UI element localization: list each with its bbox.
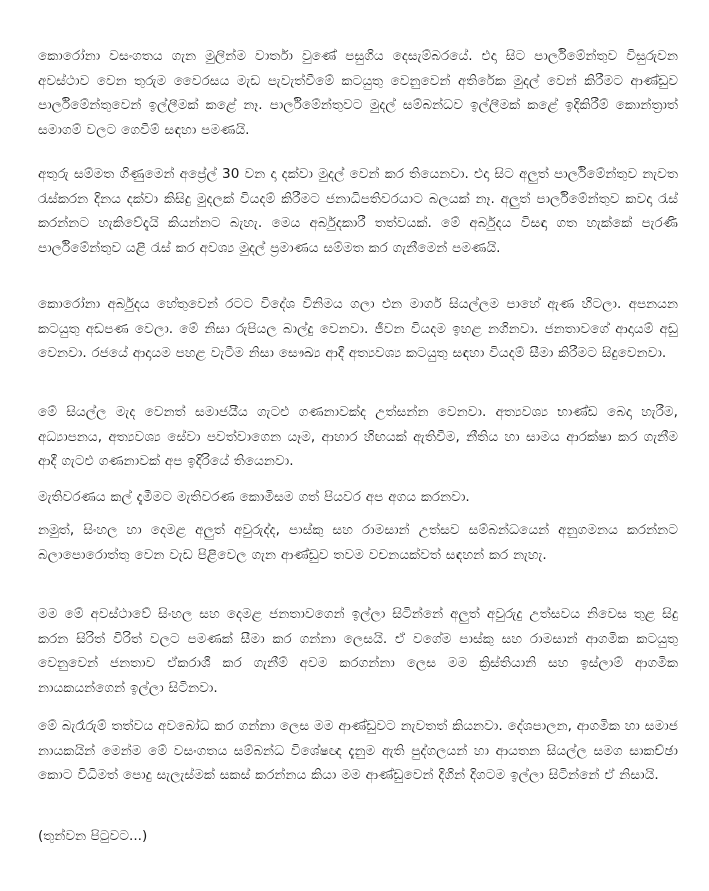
paragraph-4: මේ සියල්ල මැද වෙනත් සමාජයීය ගැටළු ගණනාවක්ද උත්සන්න වෙනවා. අත්‍යවශ්‍ය භාණ්ඩ බෙදා හැරීම, අධ්‍යාපනය, අත්‍යවශ්‍ය සේවා පවත්වාගෙන යෑම, ආහාර හිඟයක් ඇතිවීම, නීතිය හා සාමය ආරක්ෂා කර ගැනීම ආදී ගැටළු ගණනාවක් අප ඉදිරියේ තියෙනවා. [38, 404, 678, 470]
paragraph-6: නමුත්, සිංහල හා දෙමළ අලුත් අවුරුද්ද, පාස්කු සහ රාමසාන් උත්සව සම්බන්ධයෙන් අනුගමනය කරන්නට බලාපොරොත්තු වෙන වැඩ පිළිවෙල ගැන ආණ්ඩුව තවම වචනයක්වත් සඳහන් කර නැහැ. [38, 522, 678, 563]
paragraph-1: කොරෝනා වසංගතය ගැන මුලින්ම වාර්තා වුණේ පසුගිය දෙසැම්බරයේ. එදා සිට පාර්ලිමේන්තුව විසුරුවන අවස්ථාව වෙන තුරුම වෛරසය මැඩ පැවැත්වීමේ කටයුතු වෙනුවෙන් අතිරේක මුදල් වෙන් කිරීමට ආණ්ඩුව පාර්ලිමේන්තුවෙන් ඉල්ලීමක් කළේ නෑ. පාර්ලිමේන්තුවට මුදල් සම්බන්ධව ඉල්ලීමක් කළේ ඉදිකිරීම් කොන්ත්‍රාත් සමාගම් වලට ගෙවීම් සඳහා පමණයි. [38, 48, 678, 138]
paragraph-3: කොරෝනා අර්බුදය හේතුවෙන් රටට විදේශ විනිමය ගලා එන මාර්ග සියල්ලම පාහේ ඇණ හිටලා. අපනයන කටයුතු අඩපණ වෙලා. මේ නිසා රුපියල බාල්දු වෙනවා. ජීවන වියදම ඉහළ නගිනවා. ජනතාවගේ ආදායම් අඩු වෙනවා. රජයේ ආදායම පහළ වැටීම නිසා සෞඛ්‍ය ආදී අත්‍යවශ්‍ය කටයුතු සඳහා වියදම් සීමා කිරීමට සිදුවෙනවා. [38, 296, 678, 362]
paragraph-8: මේ බැරෑරුම් තත්වය අවබෝධ කර ගන්නා ලෙස මම ආණ්ඩුවට නැවතත් කියනවා. දේශපාලන, ආගමික හා සමාජ නායකයින් මෙන්ම මේ වසංගතය සම්බන්ධ විශේෂඥ දැනුම ඇති පුද්ගලයන් හා ආයතන සියල්ල සමග සාකච්ඡා කොට විධිමත් පොදු සැලැස්මක් සකස් කරන්නය කියා මම ආණ්ඩුවෙන් දිගින් දිගටම ඉල්ලා සිටින්නේ ඒ නිසායි. [38, 718, 678, 784]
paragraph-2: අතුරු සම්මත ගිණුමෙන් අප්‍රේල් 30 වන දා දක්වා මුදල් වෙන් කර තියෙනවා. එදා සිට අලුත් පාර්ලිමේන්තුව නැවත රැස්කරන දිනය දක්වා කිසිදු මුදලක් වියදම් කිරීමට ජනාධිපතිවරයාට බලයක් නෑ. අලුත් පාර්ලිමේන්තුව කවදා රැස් කරන්නට හැකිවේදැයි කියන්නට බැහැ. මෙය අර්බුදකාරී තත්වයක්. මේ අර්බුදය විසඳා ගත හැක්කේ පැරණි පාර්ලිමේන්තුව යළි රැස් කර අවශ්‍ය මුදල් ප්‍රමාණය සම්මත කර ගැනීමෙන් පමණයි. [38, 166, 678, 256]
paragraph-7: මම මේ අවස්ථාවේ සිංහල සහ දෙමළ ජනතාවගෙන් ඉල්ලා සිටින්නේ අලුත් අවුරුදු උත්සවය නිවෙස තුළ සිදු කරන සිරිත් විරිත් වලට පමණක් සීමා කර ගන්නා ලෙසයි. ඒ වගේම පාස්කු සහ රාමසාන් ආගමික කටයුතු වෙනුවෙන් ජනතාව ඒකරාශී කර ගැනීම් අවම කරගන්නා ලෙස මම ක්‍රිස්තියානි සහ ඉස්ලාම් ආගමික නායකයන්ගෙන් ඉල්ලා සිටිනවා. [38, 606, 678, 696]
continuation-note: (තුන්වන පිටුවට...) [38, 828, 148, 844]
paragraph-5: මැතිවරණය කල් දැමීමට මැතිවරණ කොමිසම ගත් පියවර අප අගය කරනවා. [38, 489, 470, 505]
